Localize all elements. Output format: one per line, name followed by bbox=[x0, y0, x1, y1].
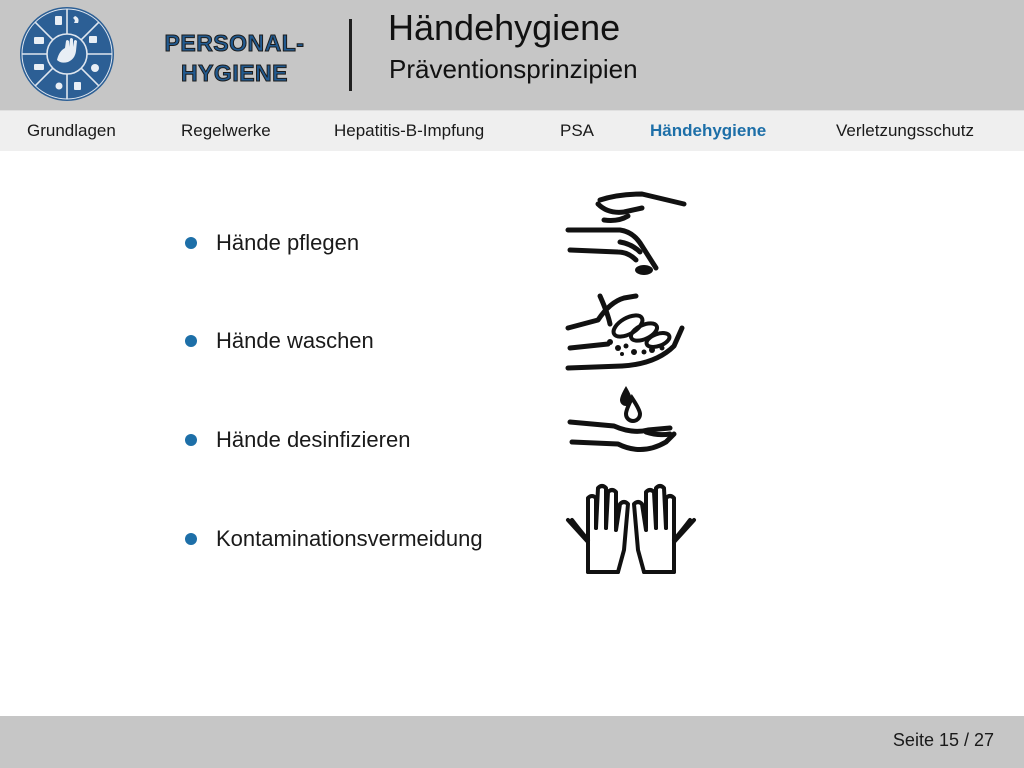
hand-disinfection-icon bbox=[562, 382, 690, 466]
bullet-label: Hände pflegen bbox=[216, 230, 360, 255]
nav-item-psa[interactable]: PSA bbox=[560, 121, 595, 140]
bullet-label: Hände desinfizieren bbox=[216, 427, 411, 452]
bullet-label: Hände waschen bbox=[216, 328, 374, 353]
bullet-dot-icon bbox=[185, 335, 197, 347]
hand-care-icon bbox=[562, 190, 690, 278]
nav-item-grundlagen[interactable]: Grundlagen bbox=[27, 121, 116, 140]
page-subtitle: Präventionsprinzipien bbox=[389, 54, 638, 84]
brand-line-2: HYGIENE bbox=[180, 60, 289, 86]
bullet-dot-icon bbox=[185, 237, 197, 249]
footer bbox=[0, 716, 1024, 768]
nav-item-regelwerke[interactable]: Regelwerke bbox=[181, 121, 271, 140]
title-divider bbox=[349, 19, 352, 91]
bullet-dot-icon bbox=[185, 533, 197, 545]
section-nav bbox=[0, 110, 1024, 151]
brand-title bbox=[152, 28, 317, 88]
page-number: Seite 15 / 27 bbox=[892, 730, 994, 750]
gloves-icon bbox=[562, 482, 700, 580]
bullet-label: Kontaminationsvermeidung bbox=[216, 526, 483, 551]
personal-hygiene-logo-icon bbox=[19, 6, 115, 102]
header bbox=[0, 0, 1024, 110]
nav-item-haendehygiene[interactable]: Händehygiene bbox=[650, 121, 767, 140]
brand-line-1: PERSONAL- bbox=[164, 30, 305, 56]
bullet-dot-icon bbox=[185, 434, 197, 446]
nav-item-verletzungsschutz[interactable]: Verletzungsschutz bbox=[836, 121, 974, 140]
page-title: Händehygiene bbox=[388, 7, 621, 48]
hand-washing-icon bbox=[562, 292, 690, 376]
nav-item-hepatitis-b-impfung[interactable]: Hepatitis-B-Impfung bbox=[334, 121, 485, 140]
